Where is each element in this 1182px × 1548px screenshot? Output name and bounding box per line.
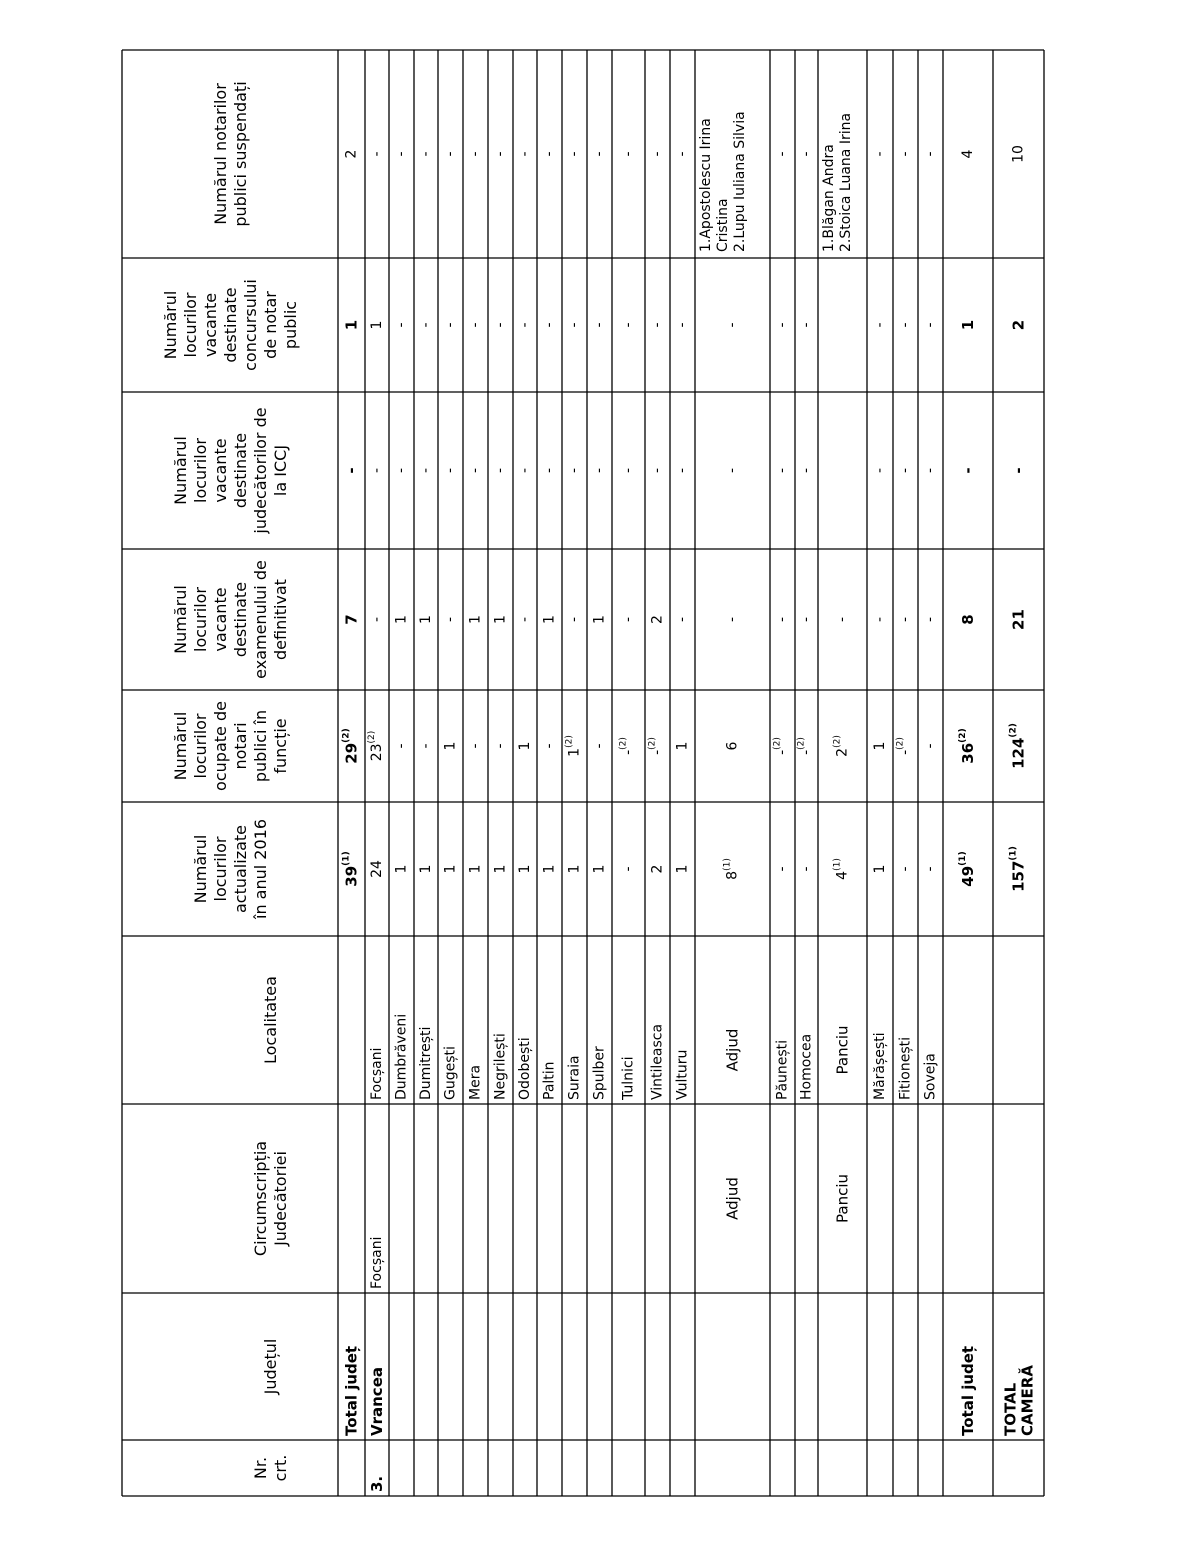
cell-nr: 3.: [368, 1475, 386, 1492]
cell-ocupate: 36$^{(2)}$: [958, 728, 977, 764]
cell-iccj: -: [1009, 467, 1028, 474]
cell-actualizate: 1: [492, 864, 509, 874]
cell-definitivat: -: [897, 616, 914, 623]
header-cell-text: Numărul: [170, 436, 190, 505]
footnote-marker: (1): [832, 858, 843, 871]
cell-iccj: -: [649, 467, 666, 474]
cell-definitivat: 1: [591, 615, 608, 624]
footnote-marker: (2): [647, 737, 658, 750]
cell-loc: Dumbrăveni: [393, 1013, 410, 1100]
cell-concurs: -: [872, 322, 888, 328]
header-cell-text: publici în: [250, 709, 270, 783]
cell-judet: CAMERĂ: [1018, 1365, 1037, 1436]
cell-loc: Mărășești: [872, 1032, 888, 1100]
header-cell-text: crt.: [270, 1454, 290, 1482]
cell-loc: Soveja: [922, 1053, 939, 1100]
header-cell-text: ocupate de: [210, 701, 230, 791]
cell-definitivat: -: [774, 616, 791, 623]
cell-concurs: -: [649, 322, 666, 328]
header-cell-text: locurilor: [190, 586, 210, 653]
footnote-marker: (2): [564, 735, 575, 748]
cell-actualizate: 49$^{(1)}$: [958, 851, 977, 887]
cell-iccj: -: [674, 467, 691, 474]
header-cell-text: vacante: [200, 292, 220, 358]
cell-judet: Total județ: [342, 1345, 361, 1436]
cell-concurs: -: [517, 322, 533, 328]
header-cell-text: Judecătoriei: [270, 1151, 290, 1246]
cell-loc: Spulber: [591, 1046, 608, 1100]
cell-circ: Panciu: [833, 1174, 852, 1223]
footnote-marker: (2): [618, 737, 629, 750]
cell-concurs: -: [591, 322, 608, 328]
cell-circ: Focșani: [369, 1236, 385, 1289]
cell-concurs: -: [467, 322, 484, 328]
header-cell-text: destinate: [220, 287, 240, 363]
header-cell-text: Județul: [260, 1338, 280, 1395]
cell-actualizate: 39$^{(1)}$: [341, 851, 361, 887]
cell-definitivat: -: [566, 616, 583, 623]
header-cell-text: la ICCJ: [270, 444, 290, 497]
footnote-marker: (2): [367, 730, 377, 744]
cell-actualizate: 2: [649, 864, 666, 874]
cell-ocupate: -$^{(2)}$: [772, 737, 791, 755]
cell-actualizate: 1: [566, 864, 583, 874]
cell-actualizate: -: [620, 866, 637, 872]
cell-ocupate: -: [418, 743, 434, 749]
header-cell-text: vacante: [210, 587, 230, 652]
cell-concurs: -: [798, 322, 815, 328]
cell-definitivat: 8: [959, 614, 977, 625]
cell-actualizate: 1: [418, 864, 434, 874]
cell-actualizate: 1: [393, 864, 410, 874]
header-cell-text: publici suspendați: [230, 81, 250, 227]
cell-suspendati: -: [517, 151, 533, 157]
cell-iccj: -: [369, 467, 385, 474]
cell-concurs: -: [922, 322, 939, 328]
cell-ocupate: -: [467, 743, 484, 749]
header-cell-text: notari: [230, 722, 250, 770]
cell-suspendati-name: Cristina: [715, 198, 731, 252]
header-cell-text: de notar: [260, 291, 280, 359]
cell-loc: Vulturu: [674, 1049, 691, 1100]
cell-iccj: -: [517, 467, 533, 474]
footnote-marker: (2): [832, 735, 843, 748]
cell-loc: Păunești: [774, 1039, 791, 1100]
cell-iccj: -: [566, 467, 583, 474]
header-cell-text: public: [280, 300, 300, 350]
cell-suspendati: -: [620, 151, 637, 157]
cell-iccj: -: [798, 467, 815, 474]
cell-definitivat: 1: [467, 615, 484, 624]
cell-suspendati: 4: [960, 149, 976, 159]
cell-loc: Focșani: [369, 1047, 385, 1100]
cell-actualizate: 1: [674, 864, 691, 874]
cell-loc: Paltin: [541, 1061, 558, 1100]
cell-definitivat: -: [922, 616, 939, 623]
cell-ocupate: -: [922, 743, 939, 749]
cell-ocupate: 1$^{(2)}$: [564, 735, 583, 757]
cell-definitivat: -: [872, 616, 888, 623]
cell-suspendati: -: [393, 151, 410, 157]
cell-actualizate: 1: [872, 864, 888, 874]
cell-concurs: -: [541, 322, 558, 328]
cell-ocupate: -$^{(2)}$: [796, 737, 815, 755]
cell-loc: Fitionești: [897, 1036, 914, 1100]
cell-loc: Panciu: [833, 1025, 852, 1075]
cell-actualizate: 24: [369, 860, 385, 878]
cell-concurs: 1: [369, 320, 385, 330]
cell-concurs: -: [724, 322, 741, 328]
cell-definitivat: 1: [492, 615, 509, 624]
cell-definitivat: -: [517, 616, 533, 623]
cell-suspendati-name: 2.Stoica Luana Irina: [838, 112, 854, 252]
cell-judet: Total județ: [959, 1345, 977, 1436]
cell-loc: Suraia: [566, 1055, 583, 1100]
cell-suspendati-name: 2.Lupu Iuliana Silvia: [732, 111, 748, 252]
header-cell-text: actualizate: [230, 824, 250, 914]
cell-suspendati: -: [897, 151, 914, 157]
cell-iccj: -: [724, 467, 741, 474]
cell-iccj: -: [774, 467, 791, 474]
cell-suspendati: 2: [343, 149, 360, 159]
cell-suspendati-name: 1.Apostolescu Irina: [698, 118, 714, 252]
cell-concurs: -: [418, 322, 434, 328]
cell-definitivat: -: [442, 616, 459, 623]
cell-actualizate: 8$^{(1)}$: [722, 858, 741, 880]
header-cell-text: judecătorilor de: [250, 407, 270, 534]
cell-loc: Gugești: [442, 1046, 459, 1100]
cell-actualizate: -: [922, 866, 939, 872]
cell-definitivat: 21: [1009, 609, 1028, 630]
cell-definitivat: 1: [393, 615, 410, 624]
cell-definitivat: 7: [342, 614, 361, 625]
cell-loc: Vintileasca: [649, 1023, 666, 1100]
footnote-marker: (2): [796, 737, 807, 750]
cell-suspendati-name: 1.Blăgan Andra: [821, 144, 837, 252]
cell-iccj: -: [541, 467, 558, 474]
cell-iccj: -: [959, 467, 977, 474]
footnote-marker: (2): [958, 728, 968, 743]
cell-concurs: -: [566, 322, 583, 328]
cell-concurs: -: [442, 322, 459, 328]
cell-definitivat: -: [620, 616, 637, 623]
footnote-marker: (2): [341, 728, 352, 743]
cell-iccj: -: [393, 467, 410, 474]
header-cell-text: locurilor: [190, 713, 210, 779]
header-cell-text: destinate: [230, 581, 250, 658]
cell-loc: Adjud: [723, 1028, 742, 1072]
cell-actualizate: -: [774, 866, 791, 872]
cell-ocupate: -$^{(2)}$: [895, 737, 914, 755]
cell-loc: Odobești: [517, 1037, 533, 1100]
cell-concurs: 1: [342, 319, 361, 331]
header-cell-text: locurilor: [190, 437, 210, 504]
cell-definitivat: -: [798, 616, 815, 623]
cell-suspendati: -: [798, 151, 815, 157]
cell-ocupate: -: [492, 743, 509, 749]
cell-ocupate: -: [591, 743, 608, 749]
cell-definitivat: -: [834, 616, 851, 623]
cell-actualizate: 1: [591, 864, 608, 874]
cell-concurs: -: [620, 322, 637, 328]
header-cell-text: examenului de: [250, 560, 270, 679]
cell-suspendati: -: [369, 151, 385, 157]
header-cell-text: Numărul: [160, 290, 180, 360]
header-cell-text: Circumscripția: [250, 1140, 270, 1257]
cell-concurs: -: [393, 322, 410, 328]
cell-loc: Negrilești: [492, 1033, 509, 1100]
cell-concurs: -: [674, 322, 691, 328]
table-text: [161, 81, 1037, 1492]
cell-iccj: -: [897, 467, 914, 474]
cell-actualizate: 1: [442, 864, 459, 874]
cell-iccj: -: [492, 467, 509, 474]
cell-concurs: -: [774, 322, 791, 328]
cell-concurs: 1: [959, 319, 977, 331]
cell-suspendati: -: [418, 151, 434, 157]
cell-ocupate: 1: [674, 741, 691, 751]
cell-loc: Dumitrești: [418, 1026, 434, 1100]
footnote-marker: (1): [1008, 846, 1019, 861]
cell-suspendati: -: [774, 151, 791, 157]
cell-concurs: -: [492, 322, 509, 328]
cell-actualizate: 1: [517, 864, 533, 874]
cell-actualizate: 4$^{(1)}$: [832, 858, 851, 880]
header-cell-text: destinate: [230, 432, 250, 509]
header-cell-text: funcție: [270, 718, 290, 774]
footnote-marker: (1): [958, 851, 968, 866]
cell-actualizate: 1: [467, 864, 484, 874]
cell-iccj: -: [922, 467, 939, 474]
cell-ocupate: 23$^{(2)}$: [367, 730, 385, 762]
cell-actualizate: -: [897, 866, 914, 872]
cell-concurs: 2: [1009, 319, 1028, 331]
cell-judet: TOTAL: [1001, 1382, 1020, 1436]
footnote-marker: (2): [1008, 723, 1019, 738]
cell-ocupate: -: [393, 743, 410, 749]
cell-loc: Homocea: [798, 1033, 815, 1100]
cell-iccj: -: [467, 467, 484, 474]
cell-definitivat: 1: [418, 615, 434, 624]
cell-iccj: -: [418, 467, 434, 474]
cell-ocupate: 124$^{(2)}$: [1008, 723, 1028, 769]
cell-iccj: -: [620, 467, 637, 474]
cell-judet: Vrancea: [368, 1367, 386, 1436]
header-cell-text: vacante: [210, 438, 230, 503]
cell-ocupate: 29$^{(2)}$: [341, 728, 361, 764]
cell-suspendati: -: [467, 151, 484, 157]
cell-suspendati: -: [442, 151, 459, 157]
cell-ocupate: 1: [517, 741, 533, 751]
header-cell-text: definitivat: [270, 579, 290, 660]
cell-ocupate: 2$^{(2)}$: [832, 735, 851, 757]
cell-concurs: -: [897, 322, 914, 328]
footnote-marker: (1): [341, 851, 352, 866]
header-cell-text: Nr.: [250, 1456, 270, 1480]
cell-suspendati: -: [649, 151, 666, 157]
header-cell-text: locurilor: [210, 836, 230, 902]
cell-ocupate: 1: [442, 741, 459, 751]
cell-ocupate: 6: [724, 741, 741, 751]
header-cell-text: Numărul notarilor: [210, 83, 230, 225]
cell-definitivat: -: [674, 616, 691, 623]
cell-ocupate: -$^{(2)}$: [647, 737, 666, 755]
cell-ocupate: -: [541, 743, 558, 749]
cell-loc: Tulnici: [620, 1056, 637, 1100]
cell-suspendati: -: [566, 151, 583, 157]
header-cell-text: Localitatea: [260, 976, 280, 1064]
cell-ocupate: 1: [872, 741, 888, 751]
footnote-marker: (1): [722, 858, 733, 871]
cell-definitivat: 1: [541, 615, 558, 624]
cell-iccj: -: [442, 467, 459, 474]
cell-definitivat: -: [369, 616, 385, 623]
cell-suspendati: -: [674, 151, 691, 157]
cell-suspendati: -: [922, 151, 939, 157]
cell-iccj: -: [591, 467, 608, 474]
cell-definitivat: -: [724, 616, 741, 623]
header-cell-text: locurilor: [180, 292, 200, 358]
cell-suspendati: -: [591, 151, 608, 157]
cell-loc: Mera: [467, 1064, 484, 1100]
cell-iccj: -: [342, 467, 361, 474]
header-cell-text: Numărul: [170, 711, 190, 781]
cell-iccj: -: [872, 467, 888, 474]
footnote-marker: (2): [895, 737, 906, 750]
cell-actualizate: -: [798, 866, 815, 872]
cell-suspendati: -: [872, 151, 888, 157]
cell-suspendati: 10: [1010, 145, 1027, 163]
cell-actualizate: 1: [541, 864, 558, 874]
cell-suspendati: -: [492, 151, 509, 157]
header-cell-text: în anul 2016: [250, 818, 270, 920]
header-cell-text: Numărul: [170, 585, 190, 654]
footnote-marker: (2): [772, 737, 783, 750]
cell-circ: Adjud: [723, 1177, 742, 1220]
header-cell-text: Numărul: [190, 834, 210, 904]
header-cell-text: concursului: [240, 279, 260, 371]
cell-ocupate: -$^{(2)}$: [618, 737, 637, 755]
cell-definitivat: 2: [649, 615, 666, 624]
cell-actualizate: 157$^{(1)}$: [1008, 846, 1028, 892]
cell-suspendati: -: [541, 151, 558, 157]
